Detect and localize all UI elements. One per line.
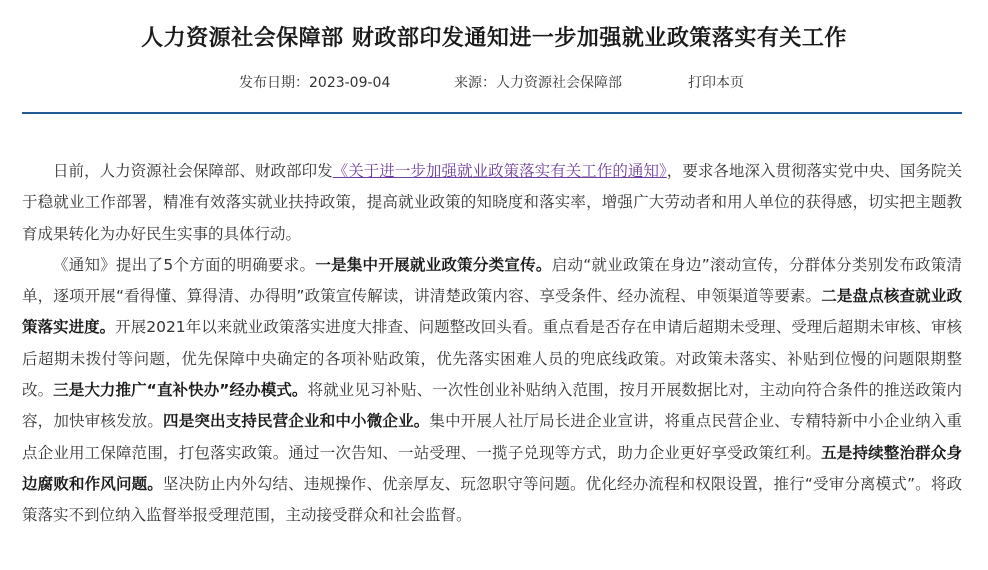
- article-title: 人力资源社会保障部 财政部印发通知进一步加强就业政策落实有关工作: [141, 26, 847, 51]
- requirement-1-heading: 一是集中开展就业政策分类宣传。: [315, 255, 552, 274]
- requirement-2-text: 开展2021年以来就业政策落实进度大排查、问题整改回头看。重点看是否存在申请后超期未受理、受理后超期未审核、审核后超期未拨付等问题，优先保障中央确定的各项补贴政策，优先落实困难人员的兜底线政策。对政策未落实、补贴到位慢的问题限期整改。: [22, 318, 962, 400]
- notice-link[interactable]: 《关于进一步加强就业政策落实有关工作的通知》: [332, 162, 667, 180]
- requirement-4-heading: 四是突出支持民营企业和中小微企业。: [163, 412, 430, 431]
- p2-intro: 《通知》提出了5个方面的明确要求。: [53, 255, 316, 274]
- requirement-4-text: 集中开展人社厅局长进企业宣讲，将重点民营企业、专精特新中小企业纳入重点企业用工保障范围，打包落实政策。通过一次告知、一站受理、一揽子兑现等方式，助力企业更好享受政策红利。: [22, 412, 962, 462]
- article-body: [22, 156, 962, 532]
- paragraph-1: [22, 156, 962, 250]
- article-source: 来源：人力资源社会保障部: [454, 75, 622, 91]
- requirement-5-heading: 五是持续整治群众身边腐败和作风问题。: [22, 443, 962, 493]
- requirement-3-heading: 三是大力推广“直补快办”经办模式。: [53, 381, 308, 400]
- requirement-2-heading: 二是盘点核查就业政策落实进度。: [22, 287, 962, 337]
- p1-text-after: ，要求各地深入贯彻落实党中央、国务院关于稳就业工作部署，精准有效落实就业扶持政策，提高就业政策的知晓度和落实率，增强广大劳动者和用人单位的获得感，切实把主题教育成果转化为办好民生实事的具体行动。: [22, 162, 962, 243]
- paragraph-2: [22, 250, 962, 532]
- requirement-1-text: 启动“就业政策在身边”滚动宣传，分群体分类别发布政策清单，逐项开展“看得懂、算得清、办得明”政策宣传解读，讲清楚政策内容、享受条件、经办流程、申领渠道等要素。: [22, 255, 962, 306]
- p1-text-before: 日前，人力资源社会保障部、财政部印发: [53, 162, 333, 180]
- header-divider: [22, 112, 962, 114]
- publish-date: 发布日期：2023-09-04: [239, 75, 391, 91]
- requirement-5-text: 坚决防止内外勾结、违规操作、优亲厚友、玩忽职守等问题。优化经办流程和权限设置，推行“受审分离模式”。将政策落实不到位纳入监督举报受理范围，主动接受群众和社会监督。: [22, 474, 962, 525]
- print-page-link[interactable]: 打印本页: [688, 75, 744, 91]
- requirement-3-text: 将就业见习补贴、一次性创业补贴纳入范围，按月开展数据比对，主动向符合条件的推送政策内容，加快审核发放。: [22, 381, 962, 431]
